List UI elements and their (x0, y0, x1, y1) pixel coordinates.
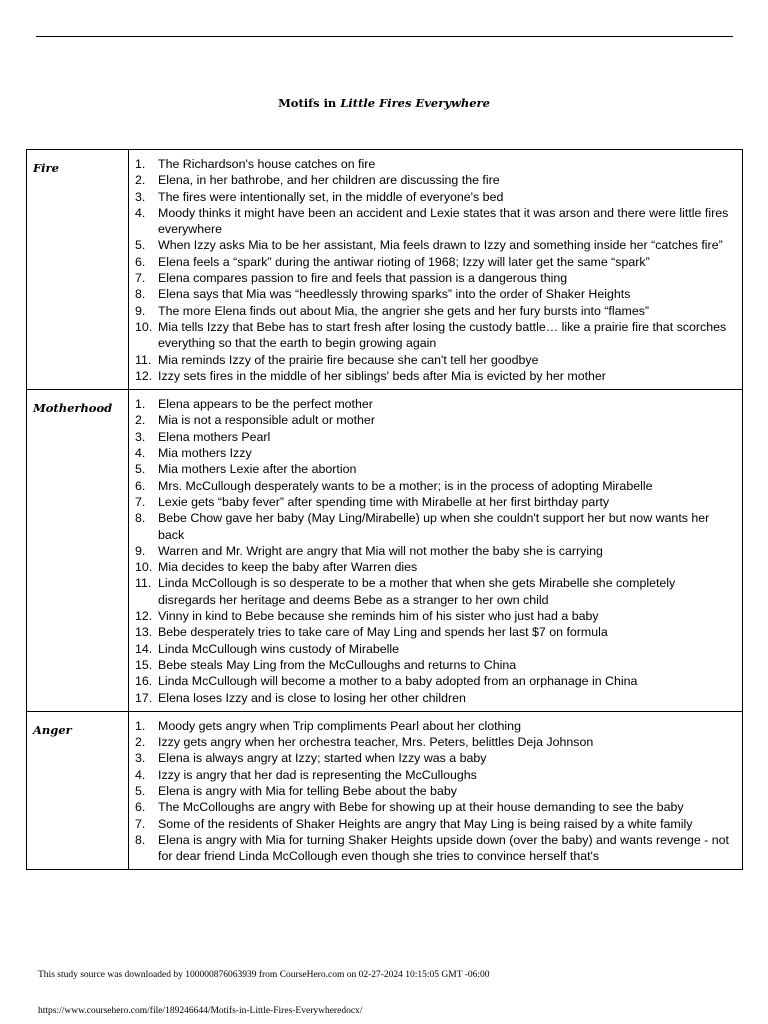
list-item-text: Elena mothers Pearl (158, 429, 271, 444)
list-item (129, 237, 736, 253)
list-item (129, 205, 736, 238)
list-item-text: Elena is angry with Mia for turning Shaker Heights upside down (over the baby) and wants revenge - not for dear friend Linda McCollough even though she tries to convince herself that's (158, 832, 729, 864)
list-item (129, 673, 736, 689)
motif-item-list (129, 712, 742, 870)
list-item-number: 10. (135, 319, 153, 334)
list-item (129, 559, 736, 575)
list-item (129, 543, 736, 559)
document-title (0, 96, 768, 110)
list-item (129, 494, 736, 510)
list-item (129, 270, 736, 286)
list-item (129, 319, 736, 352)
list-item (129, 172, 736, 188)
list-item-text: Vinny in kind to Bebe because she reminds him of his sister who just had a baby (158, 609, 599, 624)
list-item-number: 7. (135, 494, 146, 509)
list-item-number: 7. (135, 816, 146, 831)
list-item-number: 2. (135, 173, 146, 188)
top-rule (36, 36, 733, 37)
list-item-number: 6. (135, 254, 146, 269)
download-note: This study source was downloaded by 100000876063939 from CourseHero.com on 02-27-2024 10:15:05 GMT -06:00 (38, 970, 490, 980)
list-item-number: 11. (135, 576, 152, 591)
list-item-text: Mia mothers Lexie after the abortion (158, 462, 357, 477)
list-item-text: Warren and Mr. Wright are angry that Mia will not mother the baby she is carrying (158, 543, 603, 558)
list-item-text: Linda McCullough wins custody of Mirabelle (158, 641, 400, 656)
list-item (129, 368, 736, 384)
list-item (129, 303, 736, 319)
list-item (129, 832, 736, 865)
list-item-number: 1. (135, 397, 146, 412)
list-item (129, 783, 736, 799)
list-item-number: 17. (135, 690, 153, 705)
list-item-text: Moody thinks it might have been an accident and Lexie states that it was arson and there were little fires everywhere (158, 205, 729, 237)
list-item-text: When Izzy asks Mia to be her assistant, Mia feels drawn to Izzy and something inside her “catches fire” (158, 238, 723, 253)
list-item (129, 690, 736, 706)
motif-item-list (129, 150, 742, 389)
list-item (129, 352, 736, 368)
list-item (129, 510, 736, 543)
list-item-text: Elena is angry with Mia for telling Bebe about the baby (158, 783, 457, 798)
list-item-text: Mrs. McCullough desperately wants to be a mother; is in the process of adopting Mirabelle (158, 478, 653, 493)
motif-row-motherhood (27, 390, 743, 712)
list-item-number: 4. (135, 767, 146, 782)
list-item-number: 6. (135, 478, 146, 493)
list-item-number: 8. (135, 287, 146, 302)
list-item-number: 8. (135, 511, 146, 526)
list-item-text: Izzy is angry that her dad is representing the McCulloughs (158, 767, 477, 782)
list-item (129, 718, 736, 734)
list-item-number: 14. (135, 641, 153, 656)
motif-label-cell (27, 150, 129, 390)
list-item-text: Linda McCollough is so desperate to be a mother that when she gets Mirabelle she completely disregards her heritage and deems Bebe as a stranger to her own child (158, 576, 676, 607)
list-item-number: 8. (135, 832, 146, 847)
list-item-text: Izzy gets angry when her orchestra teacher, Mrs. Peters, belittles Deja Johnson (158, 735, 594, 750)
list-item-text: Elena, in her bathrobe, and her children are discussing the fire (158, 173, 500, 188)
list-item (129, 799, 736, 815)
motif-row-anger (27, 711, 743, 870)
list-item-text: Mia mothers Izzy (158, 446, 252, 461)
list-item-number: 3. (135, 751, 146, 766)
list-item-text: Izzy sets fires in the middle of her siblings' beds after Mia is evicted by her mother (158, 368, 606, 383)
list-item-text: Elena is always angry at Izzy; started when Izzy was a baby (158, 751, 487, 766)
source-url[interactable]: https://www.coursehero.com/file/189246644/Motifs-in-Little-Fires-Everywheredocx/ (38, 1006, 363, 1016)
list-item-text: Mia reminds Izzy of the prairie fire because she can't tell her goodbye (158, 352, 539, 367)
list-item (129, 461, 736, 477)
list-item (129, 412, 736, 428)
list-item (129, 396, 736, 412)
list-item (129, 478, 736, 494)
list-item-text: Bebe Chow gave her baby (May Ling/Mirabelle) up when she couldn't support her but now wants her back (158, 511, 710, 542)
motif-item-list (129, 390, 742, 711)
list-item (129, 286, 736, 302)
list-item-number: 15. (135, 657, 153, 672)
motif-items-cell (129, 390, 743, 712)
list-item-text: Mia tells Izzy that Bebe has to start fresh after losing the custody battle… like a prairie fire that scorches everything so that the earth to begin growing again (158, 319, 727, 351)
list-item-text: Linda McCullough will become a mother to a baby adopted from an orphanage in China (158, 674, 638, 689)
motif-label: Fire (33, 161, 59, 175)
list-item-text: The fires were intentionally set, in the middle of everyone's bed (158, 189, 504, 204)
list-item-text: Elena loses Izzy and is close to losing her other children (158, 690, 466, 705)
list-item (129, 445, 736, 461)
list-item (129, 254, 736, 270)
list-item (129, 750, 736, 766)
list-item-number: 2. (135, 735, 146, 750)
list-item (129, 429, 736, 445)
motif-items-cell (129, 150, 743, 390)
list-item-text: Mia decides to keep the baby after Warren dies (158, 560, 418, 575)
list-item-text: Some of the residents of Shaker Heights are angry that May Ling is being raised by a white family (158, 816, 693, 831)
list-item-number: 2. (135, 413, 146, 428)
list-item-number: 16. (135, 674, 153, 689)
list-item (129, 657, 736, 673)
motif-items-cell (129, 711, 743, 870)
list-item-number: 13. (135, 625, 153, 640)
list-item-number: 5. (135, 462, 146, 477)
list-item-number: 9. (135, 303, 146, 318)
list-item-number: 1. (135, 718, 146, 733)
list-item-text: The more Elena finds out about Mia, the angrier she gets and her fury bursts into “flames” (158, 303, 650, 318)
list-item-text: Bebe steals May Ling from the McCulloughs and returns to China (158, 657, 517, 672)
list-item-text: The Richardson's house catches on fire (158, 157, 376, 171)
list-item-number: 9. (135, 543, 146, 558)
list-item-number: 5. (135, 238, 146, 253)
list-item-text: Elena feels a “spark” during the antiwar rioting of 1968; Izzy will later get the same “spark” (158, 254, 650, 269)
list-item-number: 6. (135, 800, 146, 815)
list-item-text: Bebe desperately tries to take care of May Ling and spends her last $7 on formula (158, 625, 608, 640)
motif-label-cell (27, 390, 129, 712)
list-item-number: 10. (135, 560, 153, 575)
list-item-text: Mia is not a responsible adult or mother (158, 413, 375, 428)
motif-row-fire (27, 150, 743, 390)
motifs-table (26, 149, 743, 870)
list-item-number: 3. (135, 189, 146, 204)
list-item (129, 156, 736, 172)
list-item-text: Elena compares passion to fire and feels that passion is a dangerous thing (158, 271, 568, 286)
list-item (129, 624, 736, 640)
list-item-number: 11. (135, 352, 152, 367)
list-item (129, 608, 736, 624)
list-item-number: 12. (135, 609, 153, 624)
list-item-number: 4. (135, 205, 146, 220)
list-item-text: Elena appears to be the perfect mother (158, 397, 373, 412)
list-item-text: Lexie gets “baby fever” after spending time with Mirabelle at her first birthday party (158, 494, 610, 509)
list-item-number: 4. (135, 446, 146, 461)
list-item-text: Moody gets angry when Trip compliments Pearl about her clothing (158, 718, 521, 733)
list-item-number: 12. (135, 368, 153, 383)
motif-label-cell (27, 711, 129, 870)
list-item-text: The McColloughs are angry with Bebe for showing up at their house demanding to see the baby (158, 800, 684, 815)
motif-label: Motherhood (33, 401, 113, 416)
list-item (129, 189, 736, 205)
list-item (129, 767, 736, 783)
list-item-number: 3. (135, 429, 146, 444)
list-item-number: 1. (135, 157, 146, 171)
title-book-name: Little Fires Everywhere (340, 96, 490, 110)
list-item (129, 641, 736, 657)
list-item-number: 5. (135, 783, 146, 798)
list-item-number: 7. (135, 271, 146, 286)
motif-label: Anger (33, 722, 72, 737)
title-prefix: Motifs in (278, 96, 341, 110)
list-item-text: Elena says that Mia was “heedlessly throwing sparks” into the order of Shaker Heights (158, 287, 631, 302)
list-item (129, 575, 736, 608)
list-item (129, 816, 736, 832)
list-item (129, 734, 736, 750)
